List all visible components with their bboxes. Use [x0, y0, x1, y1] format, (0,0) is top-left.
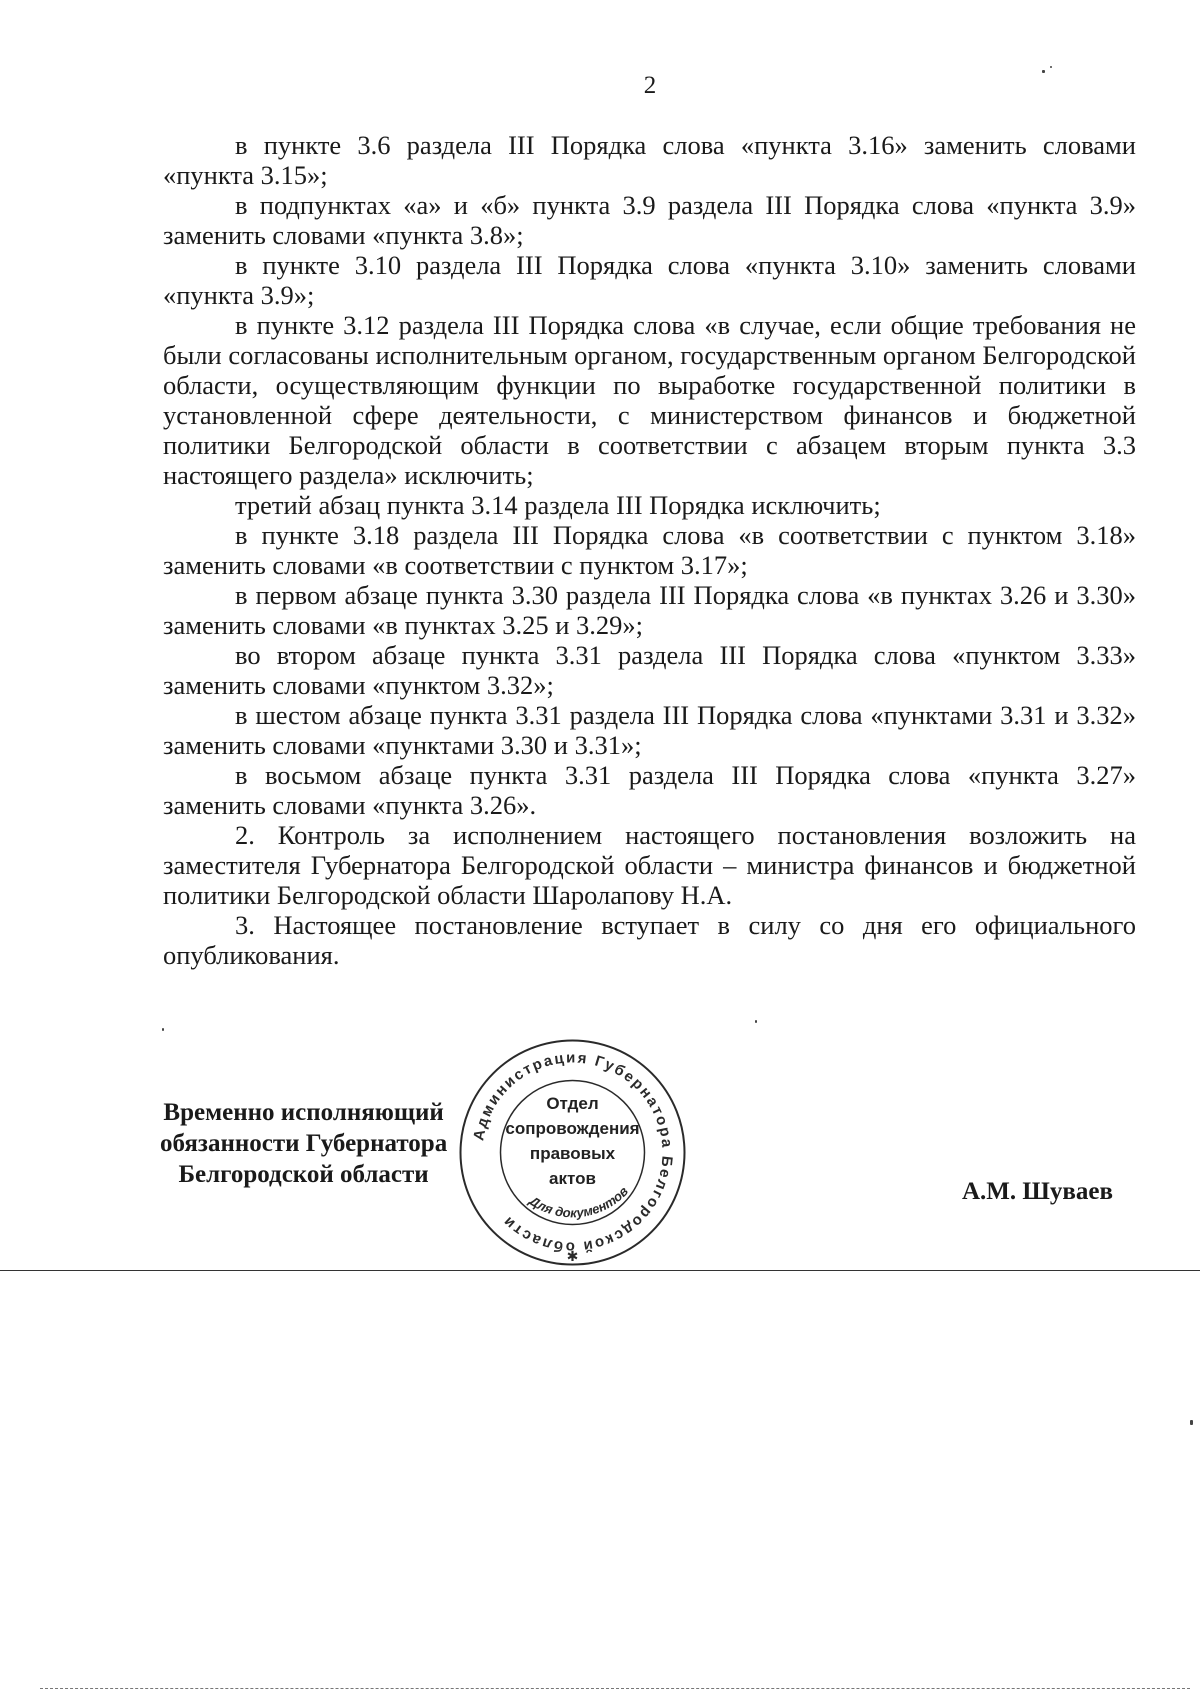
signatory-name: А.М. Шуваев	[962, 1178, 1113, 1205]
seal-center-line: правовых	[529, 1144, 616, 1163]
paragraph: в восьмом абзаце пункта 3.31 раздела III Порядка слова «пункта 3.27» заменить словами «пункта 3.26».	[163, 760, 1136, 820]
horizontal-rule	[0, 1270, 1200, 1271]
scan-speck	[1190, 1420, 1193, 1425]
paragraph: в подпунктах «а» и «б» пункта 3.9 раздела III Порядка слова «пункта 3.9» заменить словами «пункта 3.8»;	[163, 190, 1136, 250]
document-body	[163, 130, 1136, 970]
seal-center-line: сопровождения	[505, 1119, 640, 1138]
paragraph: третий абзац пункта 3.14 раздела III Порядка исключить;	[235, 490, 881, 520]
paragraph-item-3: 3. Настоящее постановление вступает в силу со дня его официального опубликования.	[163, 910, 1136, 970]
signatory-position-line: обязанности Губернатора	[160, 1130, 448, 1157]
paragraph: в пункте 3.12 раздела III Порядка слова «в случае, если общие требования не были согласованы исполнительным органом, государственным органом Белгородской области, осуществляющим функции по выработке государственной политики в установленной сфере деятельности, с министерством финансов и бюджетной политики Белгородской области в соответствии с абзацем вторым пункта 3.3 настоящего раздела» исключить;	[163, 310, 1136, 490]
scan-speck	[162, 1028, 164, 1031]
paragraph: в пункте 3.10 раздела III Порядка слова «пункта 3.10» заменить словами «пункта 3.9»;	[163, 250, 1136, 310]
seal-center-line: актов	[549, 1169, 596, 1188]
scan-speck	[1050, 66, 1052, 68]
official-seal-stamp	[455, 1035, 690, 1270]
svg-text:Администрация Губернатора Белг: Администрация Губернатора Белгородской области	[470, 1049, 676, 1256]
paragraph: в пункте 3.6 раздела III Порядка слова «пункта 3.16» заменить словами «пункта 3.15»;	[163, 130, 1136, 190]
signatory-position	[160, 1097, 447, 1190]
paragraph: в первом абзаце пункта 3.30 раздела III Порядка слова «в пунктах 3.26 и 3.30» заменить словами «в пунктах 3.25 и 3.29»;	[163, 580, 1136, 640]
svg-text:✱: ✱	[566, 1250, 579, 1265]
paragraph: во втором абзаце пункта 3.31 раздела III Порядка слова «пунктом 3.33» заменить словами «пунктом 3.32»;	[163, 640, 1136, 700]
page-number: 2	[643, 72, 657, 99]
seal-center-text	[455, 1091, 690, 1191]
signatory-position-line: Временно исполняющий	[163, 1099, 444, 1126]
scan-edge-line	[40, 1688, 1190, 1689]
svg-text:Для документов: Для документов	[526, 1183, 632, 1221]
paragraph-item-2: 2. Контроль за исполнением настоящего постановления возложить на заместителя Губернатора Белгородской области – министра финансов и бюджетной политики Белгородской области Шаролапову Н.А.	[163, 820, 1136, 910]
scan-speck	[1042, 70, 1045, 73]
paragraph: в пункте 3.18 раздела III Порядка слова «в соответствии с пунктом 3.18» заменить словами «в соответствии с пунктом 3.17»;	[163, 520, 1136, 580]
scan-speck	[755, 1020, 757, 1023]
seal-center-line: Отдел	[546, 1094, 599, 1113]
signatory-position-line: Белгородской области	[178, 1161, 429, 1188]
paragraph: в шестом абзаце пункта 3.31 раздела III Порядка слова «пунктами 3.31 и 3.32» заменить словами «пунктами 3.30 и 3.31»;	[163, 700, 1136, 760]
